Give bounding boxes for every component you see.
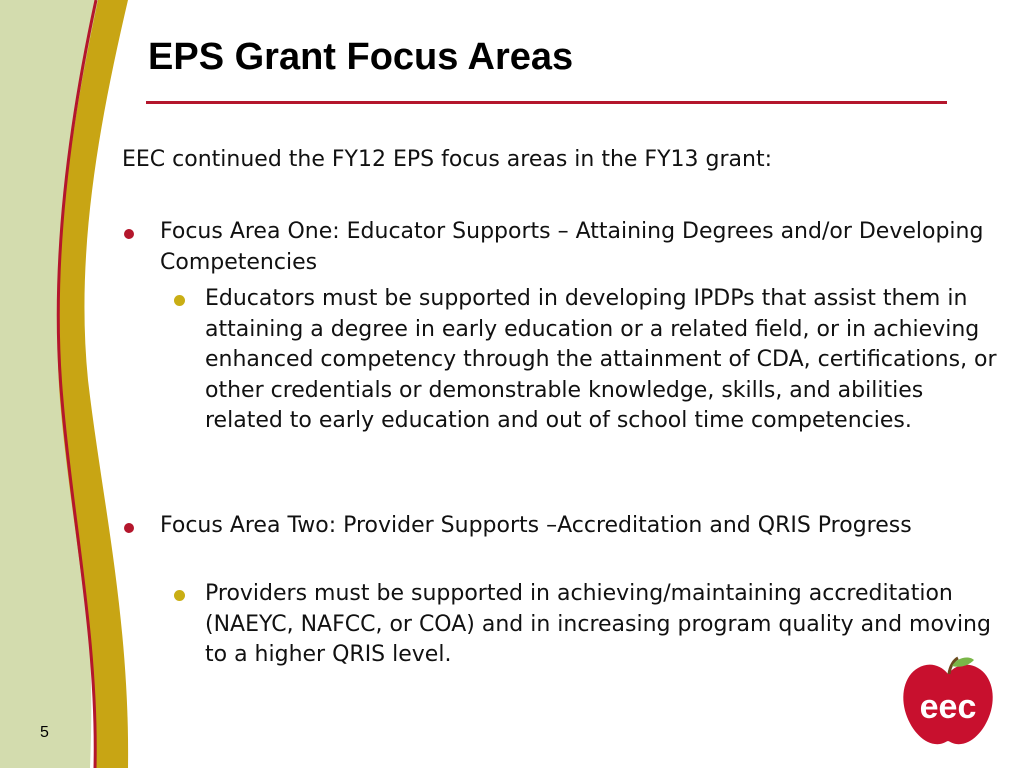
red-bullet-icon — [124, 523, 134, 533]
red-bullet-icon — [124, 229, 134, 239]
title-underline — [146, 101, 947, 104]
gold-bullet-icon — [174, 590, 185, 601]
page-number: 5 — [40, 724, 49, 741]
gold-bullet-icon — [174, 295, 185, 306]
focus-area-one-detail: Educators must be supported in developing IPDPs that assist them in attaining a degree in early education or a related field, or in achieving enhanced competency through the attainment of CDA, certifications, or other credentials or demonstrable knowledge, skills, and abilities related to early education and out of school time competencies. — [205, 286, 997, 433]
logo-text: eec — [919, 688, 977, 726]
focus-area-two — [160, 511, 1000, 542]
focus-area-one-detail-item — [205, 284, 1005, 437]
intro-text: EEC continued the FY12 EPS focus areas in the FY13 grant: — [122, 147, 772, 172]
focus-area-one — [160, 217, 1000, 278]
slide-title: EPS Grant Focus Areas — [148, 36, 574, 78]
focus-area-two-heading: Focus Area Two: Provider Supports –Accreditation and QRIS Progress — [160, 513, 912, 538]
eec-apple-logo-icon — [900, 656, 996, 748]
focus-area-one-heading: Focus Area One: Educator Supports – Attaining Degrees and/or Developing Competencies — [160, 219, 984, 275]
focus-area-two-detail-item — [205, 579, 1005, 671]
focus-area-two-detail: Providers must be supported in achieving/maintaining accreditation (NAEYC, NAFCC, or COA) and in increasing program quality and moving to a higher QRIS level. — [205, 581, 991, 667]
